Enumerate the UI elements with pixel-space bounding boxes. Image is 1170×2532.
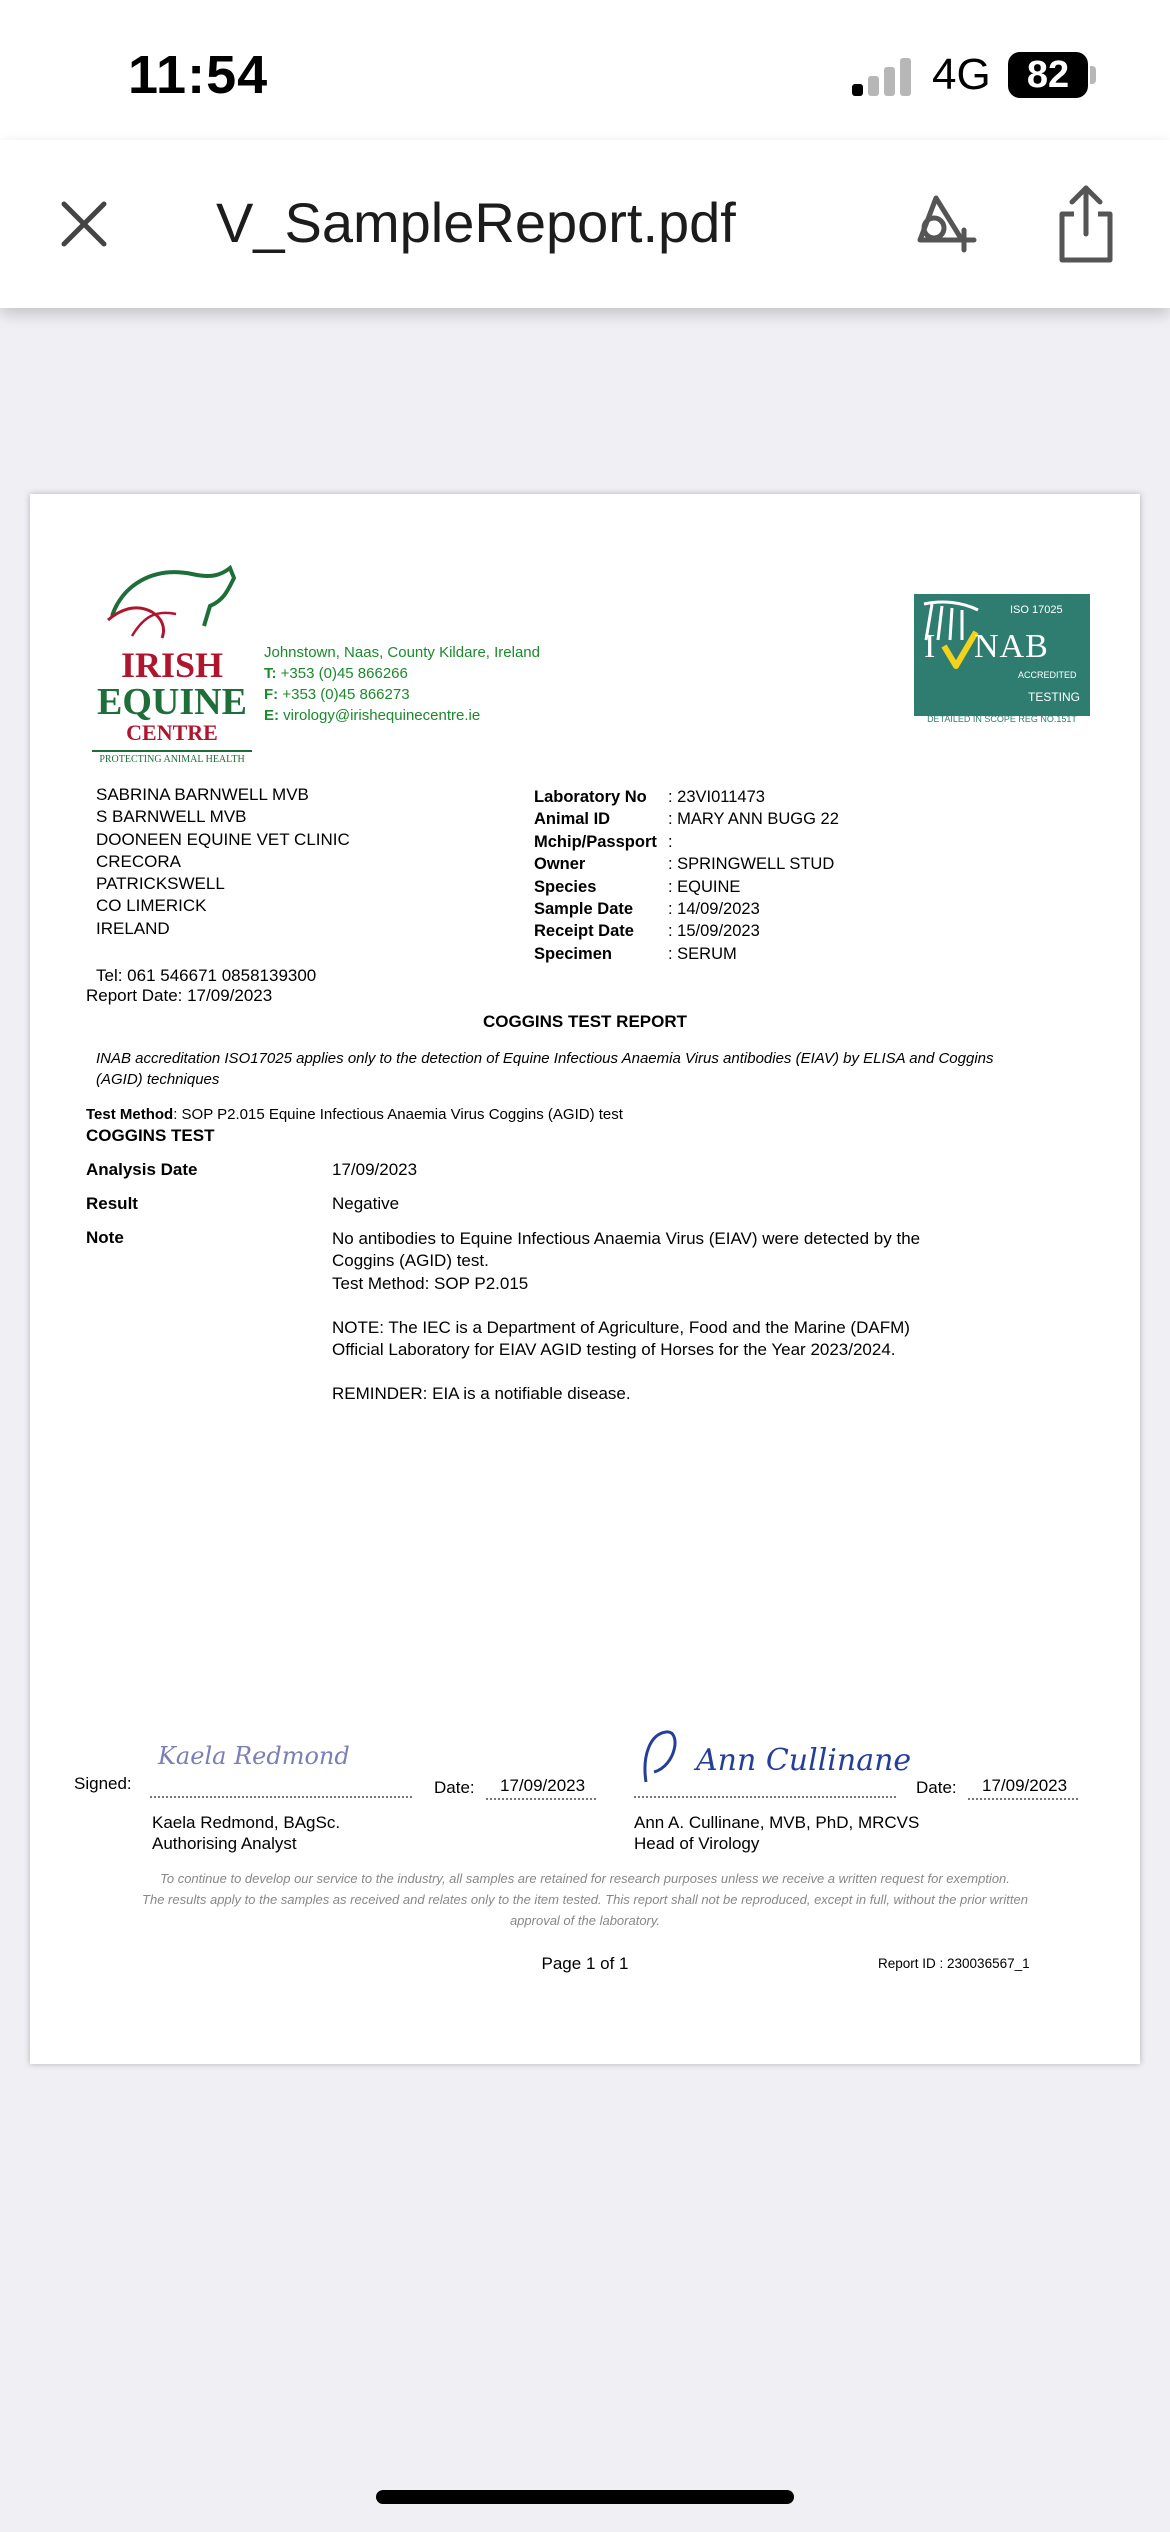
sample-info-row <box>534 898 839 920</box>
logo-line-1: IRISH <box>120 645 224 685</box>
inab-testing-label: TESTING <box>1027 690 1080 704</box>
sample-info-key: Receipt Date <box>534 922 634 941</box>
sample-info-key: Sample Date <box>534 900 634 919</box>
sample-info-value: : MARY ANN BUGG 22 <box>668 810 839 829</box>
sign-date-label-2: Date: <box>916 1778 957 1797</box>
sample-info-row <box>534 831 839 853</box>
sign-date-label-1: Date: <box>434 1778 475 1797</box>
tel-label: T: <box>264 665 277 682</box>
note-text <box>332 1228 932 1406</box>
note-paragraph: REMINDER: EIA is a notifiable disease. <box>332 1384 631 1404</box>
result-label: Result <box>86 1194 138 1213</box>
pdf-page <box>30 494 1140 2064</box>
virologist-signature-script: Ann Cullinane <box>696 1743 912 1778</box>
status-time: 11:54 <box>128 45 269 105</box>
inab-accredited-label: ACCREDITED <box>1018 670 1077 680</box>
inab-letter-i: I <box>924 628 936 665</box>
close-icon[interactable] <box>58 198 110 250</box>
sign-date-1: 17/09/2023 <box>500 1776 586 1795</box>
analyst-signature-line <box>150 1796 412 1798</box>
sample-info-value: : 15/09/2023 <box>668 922 760 941</box>
lab-email: virology@irishequinecentre.ie <box>283 707 481 724</box>
analysis-date-value: 17/09/2023 <box>332 1160 418 1179</box>
recipient-line: IRELAND <box>96 918 170 938</box>
recipient-address <box>96 784 350 940</box>
disclaimer <box>120 1868 1050 1931</box>
battery-icon: 82 <box>1008 52 1088 98</box>
virologist-name: Ann A. Cullinane, MVB, PhD, MRCVS <box>634 1813 920 1832</box>
analyst-signature <box>154 1734 354 1780</box>
report-id: Report ID : 230036567_1 <box>878 1956 1030 1971</box>
sign-date-line-2 <box>968 1798 1078 1800</box>
sign-date-line-1 <box>486 1798 596 1800</box>
sample-info-value: : <box>668 832 673 851</box>
virologist-signature <box>636 1726 912 1786</box>
sign-date-2: 17/09/2023 <box>982 1776 1068 1795</box>
inab-scope-label: DETAILED IN SCOPE REG NO.151T <box>927 714 1077 724</box>
note-paragraph: No antibodies to Equine Infectious Anaemia Virus (EIAV) were detected by the Coggins (AGID) test. <box>332 1229 921 1271</box>
sample-info-value: : EQUINE <box>668 877 741 896</box>
disclaimer-line: The results apply to the samples as received and relates only to the item tested. This report shall not be reproduced, except in full, without the prior written approval of the laboratory. <box>142 1892 1028 1928</box>
logo-line-2: EQUINE <box>97 681 247 723</box>
sample-info-row <box>534 786 839 808</box>
report-heading: COGGINS TEST REPORT <box>482 1012 688 1031</box>
sample-info-row <box>534 853 839 875</box>
analysis-date-label: Analysis Date <box>86 1160 198 1179</box>
lab-address: Johnstown, Naas, County Kildare, Ireland <box>264 644 540 661</box>
analyst-signer <box>152 1812 340 1854</box>
note-paragraph: NOTE: The IEC is a Department of Agriculture, Food and the Marine (DAFM) Official Laboratory for EIAV AGID testing of Horses for the Year 2023/2024. <box>332 1317 910 1360</box>
inab-name: NAB <box>974 628 1049 665</box>
sample-info-table <box>534 786 839 965</box>
test-method-label: Test Method <box>86 1106 174 1123</box>
check-mark-icon <box>942 630 978 670</box>
sample-info-row <box>534 943 839 965</box>
sample-info-key: Animal ID <box>534 810 611 829</box>
navigation-bar <box>0 140 1170 308</box>
inab-iso-label: ISO 17025 <box>1010 604 1063 616</box>
recipient-telephone: Tel: 061 546671 0858139300 <box>96 966 317 985</box>
report-date: Report Date: 17/09/2023 <box>86 986 273 1005</box>
test-method-line <box>86 1106 623 1123</box>
inab-accreditation-badge <box>914 594 1090 728</box>
sample-info-key: Mchip/Passport <box>534 832 657 851</box>
network-type: 4G <box>932 50 991 99</box>
recipient-line: DOONEEN EQUINE VET CLINIC <box>96 829 350 849</box>
analyst-name: Kaela Redmond, BAgSc. <box>152 1813 341 1832</box>
recipient-line: SABRINA BARNWELL MVB <box>96 785 309 804</box>
sample-info-value: : 23VI011473 <box>668 788 765 806</box>
cellular-signal-icon <box>852 56 916 96</box>
battery-tip <box>1090 66 1096 84</box>
sample-info-row <box>534 808 839 830</box>
note-label: Note <box>86 1228 124 1247</box>
page-number: Page 1 of 1 <box>541 1954 629 1973</box>
signed-label: Signed: <box>74 1774 132 1793</box>
fax-label: F: <box>264 686 279 703</box>
horse-logo-icon <box>92 556 252 646</box>
virologist-signature-line <box>634 1796 896 1798</box>
analyst-signature-script: Kaela Redmond <box>158 1742 350 1770</box>
recipient-line: S BARNWELL MVB <box>96 807 247 827</box>
inab-badge-background <box>914 594 1090 716</box>
markup-icon[interactable] <box>906 188 978 260</box>
sample-info-key: Laboratory No <box>534 788 647 806</box>
email-label: E: <box>264 707 279 724</box>
analyst-role: Authorising Analyst <box>152 1834 297 1853</box>
virologist-role: Head of Virology <box>634 1834 760 1853</box>
home-indicator[interactable] <box>376 2490 794 2504</box>
sample-info-value: : SERUM <box>668 944 737 963</box>
section-heading: COGGINS TEST <box>86 1126 215 1145</box>
logo-tagline: PROTECTING ANIMAL HEALTH <box>92 750 252 765</box>
recipient-line: PATRICKSWELL <box>96 874 225 894</box>
sample-info-key: Species <box>534 877 597 896</box>
irish-equine-centre-logo <box>92 556 252 766</box>
test-method-value: : SOP P2.015 Equine Infectious Anaemia Virus Coggins (AGID) test <box>173 1106 623 1123</box>
sample-info-value: : 14/09/2023 <box>668 900 760 919</box>
result-value: Negative <box>332 1194 400 1213</box>
sample-info-key: Specimen <box>534 944 612 963</box>
status-bar <box>0 0 1170 140</box>
sample-info-value: : SPRINGWELL STUD <box>668 855 835 874</box>
recipient-line: CRECORA <box>96 851 182 871</box>
recipient-line: CO LIMERICK <box>96 896 207 916</box>
sample-info-key: Owner <box>534 855 586 874</box>
document-title: V_SampleReport.pdf <box>216 191 736 254</box>
note-paragraph: Test Method: SOP P2.015 <box>332 1273 529 1293</box>
lab-fax: +353 (0)45 866273 <box>282 686 410 703</box>
sample-info-row <box>534 920 839 942</box>
lab-telephone: +353 (0)45 866266 <box>280 665 408 682</box>
sample-info-row <box>534 876 839 898</box>
logo-line-3: CENTRE <box>126 720 218 745</box>
share-icon[interactable] <box>1054 184 1118 264</box>
lab-contact-info <box>264 642 540 726</box>
accreditation-note: INAB accreditation ISO17025 applies only to the detection of Equine Infectious Anaemia Virus antibodies (EIAV) by ELISA and Coggins (AGID) techniques <box>96 1050 994 1088</box>
disclaimer-line: To continue to develop our service to the industry, all samples are retained for research purposes unless we receive a written request for exemption. <box>160 1871 1010 1886</box>
virologist-signer <box>634 1812 919 1854</box>
